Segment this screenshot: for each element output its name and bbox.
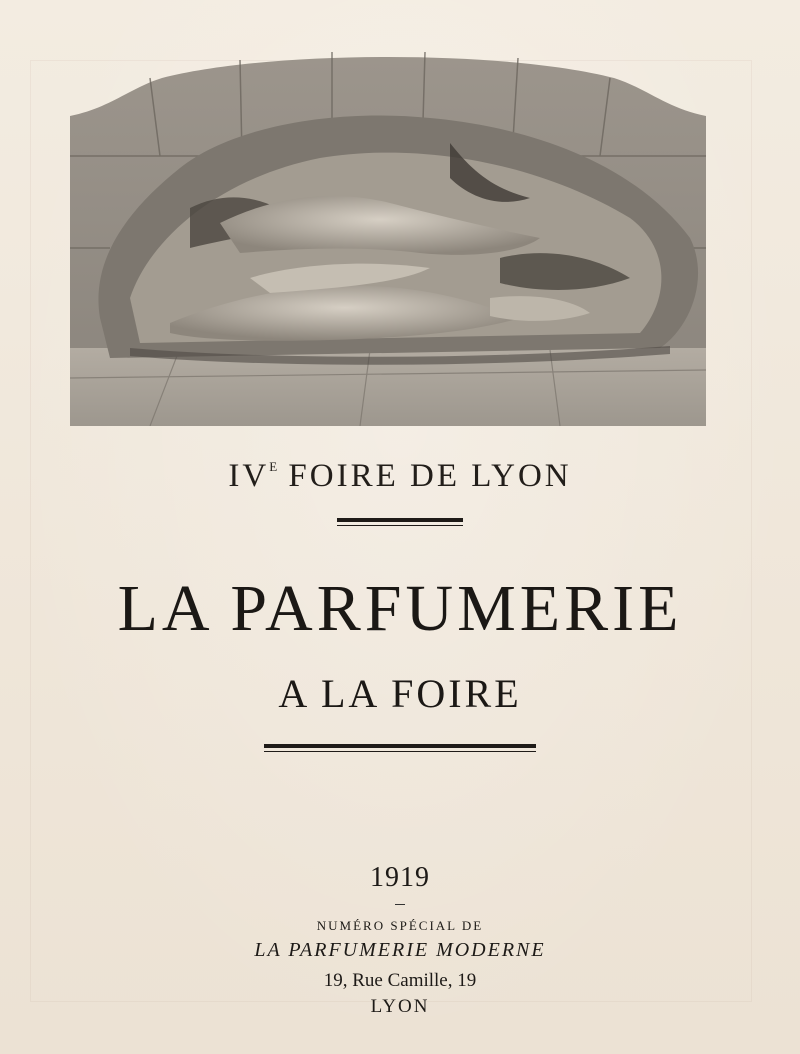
fair-title <box>0 458 800 495</box>
publisher-address: 19, Rue Camille, 19 <box>323 970 477 991</box>
relief-sculpture-photo <box>70 48 706 426</box>
publisher-city: LYON <box>370 996 430 1017</box>
divider-rule-top <box>337 518 463 526</box>
dash-separator <box>395 904 405 905</box>
fair-number: IV <box>228 458 270 494</box>
photo-illustration <box>70 48 706 426</box>
divider-rule-bottom <box>264 744 536 752</box>
publication-year: 1919 <box>370 862 430 893</box>
sub-title: A LA FOIRE <box>278 671 522 716</box>
magazine-name: LA PARFUMERIE MODERNE <box>254 939 546 961</box>
fair-name: FOIRE DE LYON <box>288 458 572 494</box>
fair-superscript: E <box>269 459 278 474</box>
special-issue-label: NUMÉRO SPÉCIAL DE <box>316 918 484 933</box>
main-title: LA PARFUMERIE <box>117 572 683 645</box>
